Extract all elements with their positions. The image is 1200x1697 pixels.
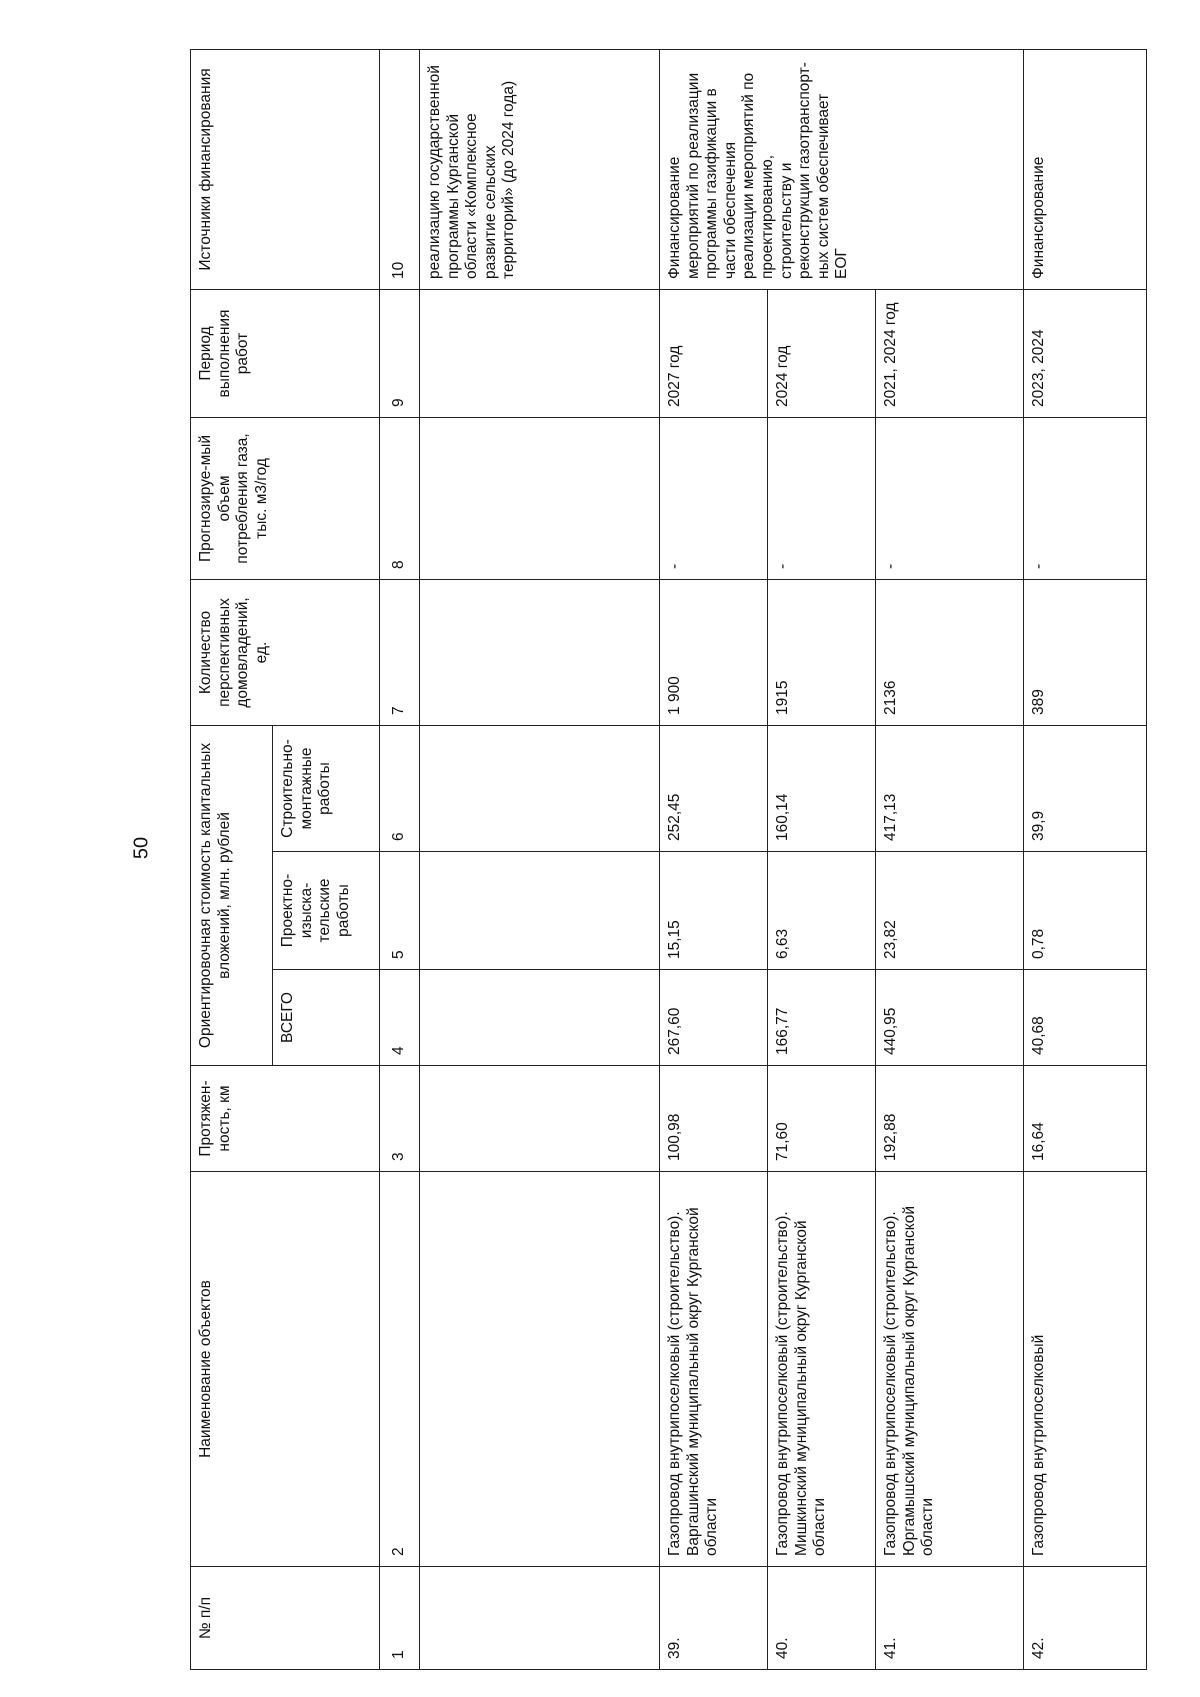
- continuation-funding: реализацию государственной программы Курганской области «Комплексное развитие сельских территорий» (до 2024 года): [420, 49, 660, 289]
- header-period: Период выполнения работ: [191, 289, 380, 417]
- row-period: 2027 год: [660, 289, 768, 417]
- row-consumption: -: [876, 417, 1024, 579]
- row-length: 71,60: [768, 1066, 876, 1172]
- column-number: 9: [380, 289, 420, 417]
- header-name: Наименование объектов: [191, 1172, 380, 1567]
- row-total: 267,60: [660, 970, 768, 1066]
- row-period: 2023, 2024: [1024, 289, 1147, 417]
- row-funding-shared: Финансирование мероприятий по реализации программы газификации в части обеспечения реализации мероприятий по проектированию, строительству и реконструкции газотранспорт-ных систем обеспечивает ЕОГ: [660, 49, 1024, 289]
- row-name: Газопровод внутрипоселковый (строительство). Варгашинский муниципальный округ Курганской области: [660, 1172, 768, 1567]
- column-number: 1: [380, 1567, 420, 1670]
- page-number: 50: [130, 836, 153, 860]
- row-consumption: -: [1024, 417, 1147, 579]
- row-name: Газопровод внутрипоселковый (строительство). Юргамышский муниципальный округ Курганской области: [876, 1172, 1024, 1567]
- continuation-row: [420, 49, 660, 1669]
- row-construction: 417,13: [876, 725, 1024, 851]
- table-row: [1024, 49, 1147, 1669]
- row-name: Газопровод внутрипоселковый: [1024, 1172, 1147, 1567]
- header-cost-group: Ориентировочная стоимость капитальных вложений, млн. рублей: [191, 725, 273, 1065]
- column-number-row: [380, 49, 420, 1669]
- column-number: 7: [380, 579, 420, 725]
- row-total: 166,77: [768, 970, 876, 1066]
- row-consumption: -: [660, 417, 768, 579]
- row-period: 2021, 2024 год: [876, 289, 1024, 417]
- column-number: 2: [380, 1172, 420, 1567]
- header-funding: Источники финансирования: [191, 49, 380, 289]
- row-num: 39.: [660, 1567, 768, 1670]
- table-row: [660, 49, 768, 1669]
- column-number: 8: [380, 417, 420, 579]
- row-length: 192,88: [876, 1066, 1024, 1172]
- row-design: 23,82: [876, 852, 1024, 970]
- row-funding: Финансирование: [1024, 49, 1147, 289]
- header-consumption: Прогнозируе-мый объем потребления газа, тыс. м3/год: [191, 417, 380, 579]
- header-households: Количество перспективных домовладений, ед.: [191, 579, 380, 725]
- column-number: 6: [380, 725, 420, 851]
- row-design: 6,63: [768, 852, 876, 970]
- header-num: № п/п: [191, 1567, 380, 1670]
- row-num: 42.: [1024, 1567, 1147, 1670]
- row-households: 1915: [768, 579, 876, 725]
- row-name: Газопровод внутрипоселковый (строительство). Мишкинский муниципальный округ Курганской области: [768, 1172, 876, 1567]
- row-num: 40.: [768, 1567, 876, 1670]
- row-construction: 160,14: [768, 725, 876, 851]
- gas-pipeline-table: [190, 49, 1147, 1670]
- row-num: 41.: [876, 1567, 1024, 1670]
- header-length: Протяжен-ность, км: [191, 1066, 380, 1172]
- row-length: 16,64: [1024, 1066, 1147, 1172]
- column-number: 5: [380, 852, 420, 970]
- header-design: Проектно-изыска-тельские работы: [273, 852, 380, 970]
- row-total: 40,68: [1024, 970, 1147, 1066]
- table-row: [876, 49, 1024, 1669]
- header-construction: Строительно-монтажные работы: [273, 725, 380, 851]
- row-construction: 39,9: [1024, 725, 1147, 851]
- row-households: 1 900: [660, 579, 768, 725]
- row-total: 440,95: [876, 970, 1024, 1066]
- column-number: 3: [380, 1066, 420, 1172]
- row-period: 2024 год: [768, 289, 876, 417]
- rotated-table-wrapper: [190, 50, 1146, 1670]
- header-total: ВСЕГО: [273, 970, 380, 1066]
- column-number: 10: [380, 49, 420, 289]
- row-households: 2136: [876, 579, 1024, 725]
- column-number: 4: [380, 970, 420, 1066]
- row-design: 15,15: [660, 852, 768, 970]
- row-length: 100,98: [660, 1066, 768, 1172]
- table-row: [768, 49, 876, 1669]
- row-households: 389: [1024, 579, 1147, 725]
- header-row-top: [191, 49, 273, 1669]
- row-design: 0,78: [1024, 852, 1147, 970]
- row-construction: 252,45: [660, 725, 768, 851]
- row-consumption: -: [768, 417, 876, 579]
